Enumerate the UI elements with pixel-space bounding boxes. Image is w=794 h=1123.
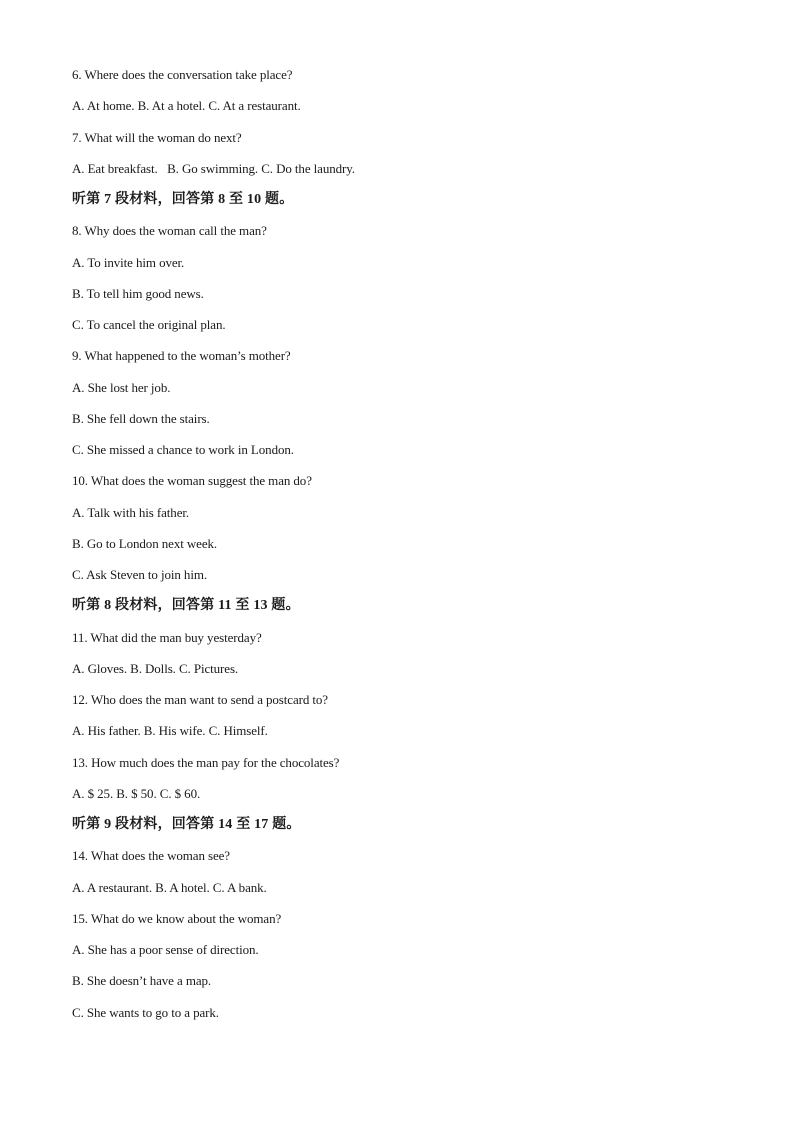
question-10: 10. What does the woman suggest the man do? [72, 473, 312, 489]
question-9-option-a: A. She lost her job. [72, 379, 171, 395]
question-12: 12. Who does the man want to send a postcard to? [72, 692, 328, 707]
question-9-option-b: B. She fell down the stairs. [72, 410, 210, 426]
question-15: 15. What do we know about the woman? [72, 910, 282, 926]
question-10-option-c: C. Ask Steven to join him. [72, 567, 207, 582]
document-page [72, 65, 732, 1034]
question-9: 9. What happened to the woman’s mother? [72, 348, 291, 364]
question-10-option-a: A. Talk with his father. [72, 504, 190, 520]
question-15-option-b: B. She doesn’t have a map. [72, 973, 212, 989]
section-heading-8: 听第 8 段材料，回答第 11 至 13 题。 [72, 598, 300, 614]
question-11-options: A. Gloves. B. Dolls. C. Pictures. [72, 660, 239, 676]
question-8-option-c: C. To cancel the original plan. [72, 317, 226, 332]
question-13-options: A. $ 25. B. $ 50. C. $ 60. [72, 785, 201, 801]
question-15-option-a: A. She has a poor sense of direction. [72, 942, 259, 957]
question-12-options: A. His father. B. His wife. C. Himself. [72, 723, 268, 739]
section-heading-9: 听第 9 段材料，回答第 14 至 17 题。 [72, 817, 301, 832]
question-14-options: A. A restaurant. B. A hotel. C. A bank. [72, 879, 267, 895]
question-7-options: A. Eat breakfast. B. Go swimming. C. Do the laundry. [72, 160, 355, 176]
question-7: 7. What will the woman do next? [72, 129, 242, 145]
question-8-option-a: A. To invite him over. [72, 254, 185, 270]
question-8: 8. Why does the woman call the man? [72, 223, 267, 239]
question-15-option-c: C. She wants to go to a park. [72, 1004, 219, 1020]
question-14: 14. What does the woman see? [72, 848, 230, 864]
section-heading-7: 听第 7 段材料，回答第 8 至 10 题。 [72, 192, 294, 207]
question-9-option-c: C. She missed a chance to work in London. [72, 442, 294, 457]
question-11: 11. What did the man buy yesterday? [72, 629, 262, 645]
question-10-option-b: B. Go to London next week. [72, 535, 218, 551]
question-8-option-b: B. To tell him good news. [72, 285, 204, 301]
question-6: 6. Where does the conversation take place? [72, 67, 293, 82]
question-6-options: A. At home. B. At a hotel. C. At a restaurant. [72, 98, 301, 114]
question-13: 13. How much does the man pay for the chocolates? [72, 754, 340, 770]
